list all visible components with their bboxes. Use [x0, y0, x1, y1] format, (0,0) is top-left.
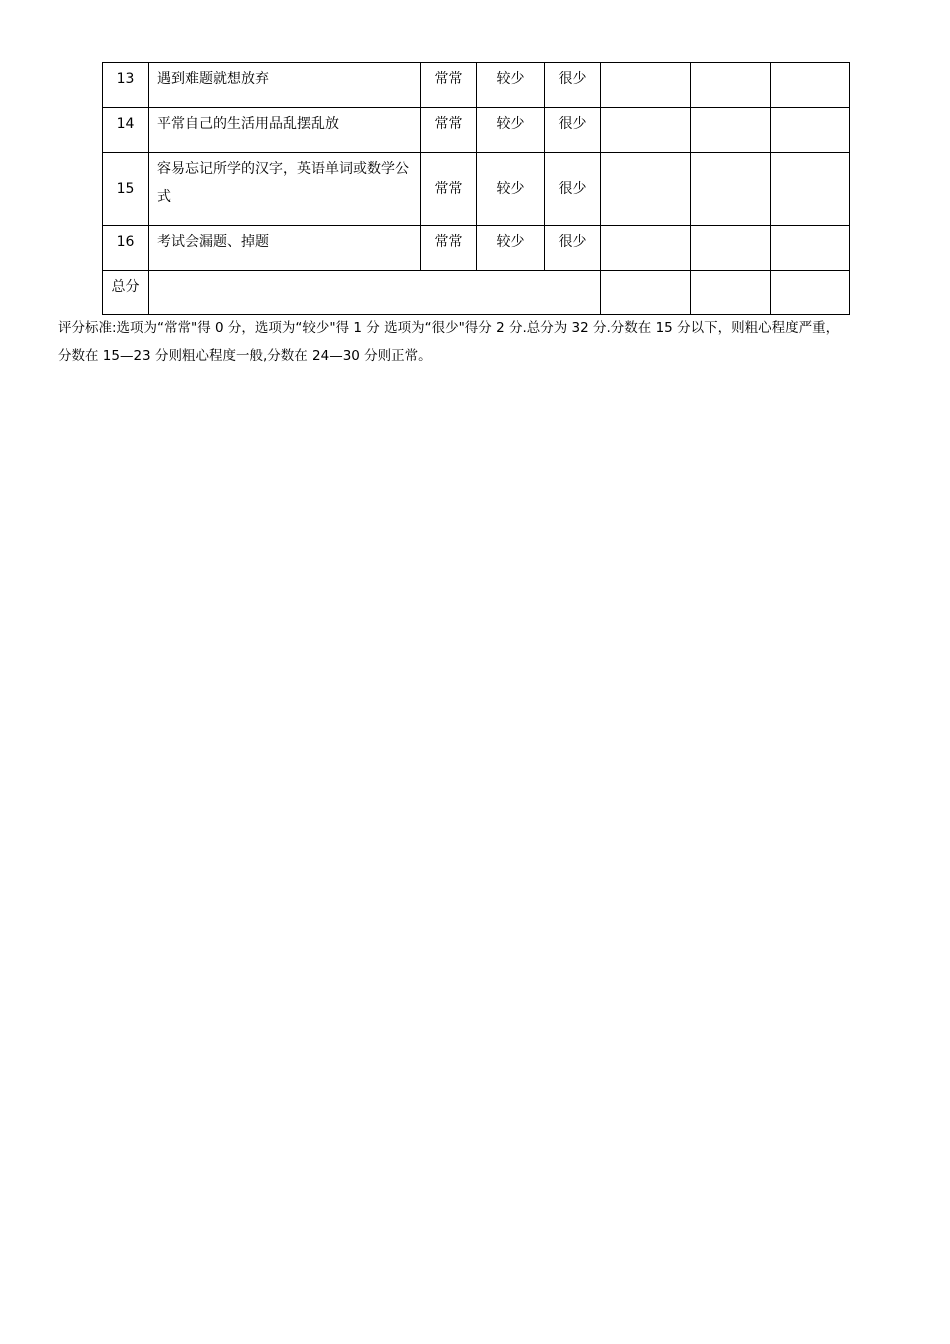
option-seldom: 较少 [477, 108, 545, 153]
score-cell[interactable] [601, 226, 691, 271]
option-often: 常常 [421, 108, 477, 153]
score-cell[interactable] [771, 108, 850, 153]
row-number: 13 [103, 63, 149, 108]
row-number: 14 [103, 108, 149, 153]
row-number: 16 [103, 226, 149, 271]
row-number: 15 [103, 153, 149, 226]
score-cell[interactable] [601, 63, 691, 108]
scoring-criteria-note [58, 314, 898, 370]
table-row [103, 108, 850, 153]
option-seldom: 较少 [477, 63, 545, 108]
total-row [103, 271, 850, 315]
scoring-criteria-line-1: 评分标准:选项为“常常"得 0 分，选项为“较少"得 1 分 选项为“很少"得分 2 分.总分为 32 分.分数在 15 分以下，则粗心程度严重， [58, 320, 840, 336]
carelessness-survey-table [102, 62, 850, 315]
item-text: 容易忘记所学的汉字，英语单词或数学公式 [149, 153, 421, 226]
total-merged-cell [149, 271, 601, 315]
score-cell[interactable] [691, 153, 771, 226]
table-row [103, 63, 850, 108]
option-seldom: 较少 [477, 226, 545, 271]
total-score-cell[interactable] [601, 271, 691, 315]
option-rarely: 很少 [545, 153, 601, 226]
table-row [103, 153, 850, 226]
option-rarely: 很少 [545, 226, 601, 271]
scoring-criteria-line-2: 分数在 15—23 分则粗心程度一般,分数在 24—30 分则正常。 [58, 348, 432, 364]
score-cell[interactable] [691, 226, 771, 271]
score-cell[interactable] [601, 108, 691, 153]
table-row [103, 226, 850, 271]
total-score-cell[interactable] [691, 271, 771, 315]
score-cell[interactable] [771, 153, 850, 226]
total-score-cell[interactable] [771, 271, 850, 315]
option-often: 常常 [421, 63, 477, 108]
score-cell[interactable] [691, 108, 771, 153]
item-text: 遇到难题就想放弃 [149, 63, 421, 108]
score-cell[interactable] [691, 63, 771, 108]
option-often: 常常 [421, 226, 477, 271]
option-seldom: 较少 [477, 153, 545, 226]
total-label: 总分 [103, 271, 149, 315]
option-often: 常常 [421, 153, 477, 226]
item-text: 平常自己的生活用品乱摆乱放 [149, 108, 421, 153]
score-cell[interactable] [771, 226, 850, 271]
item-text: 考试会漏题、掉题 [149, 226, 421, 271]
option-rarely: 很少 [545, 108, 601, 153]
score-cell[interactable] [601, 153, 691, 226]
option-rarely: 很少 [545, 63, 601, 108]
score-cell[interactable] [771, 63, 850, 108]
